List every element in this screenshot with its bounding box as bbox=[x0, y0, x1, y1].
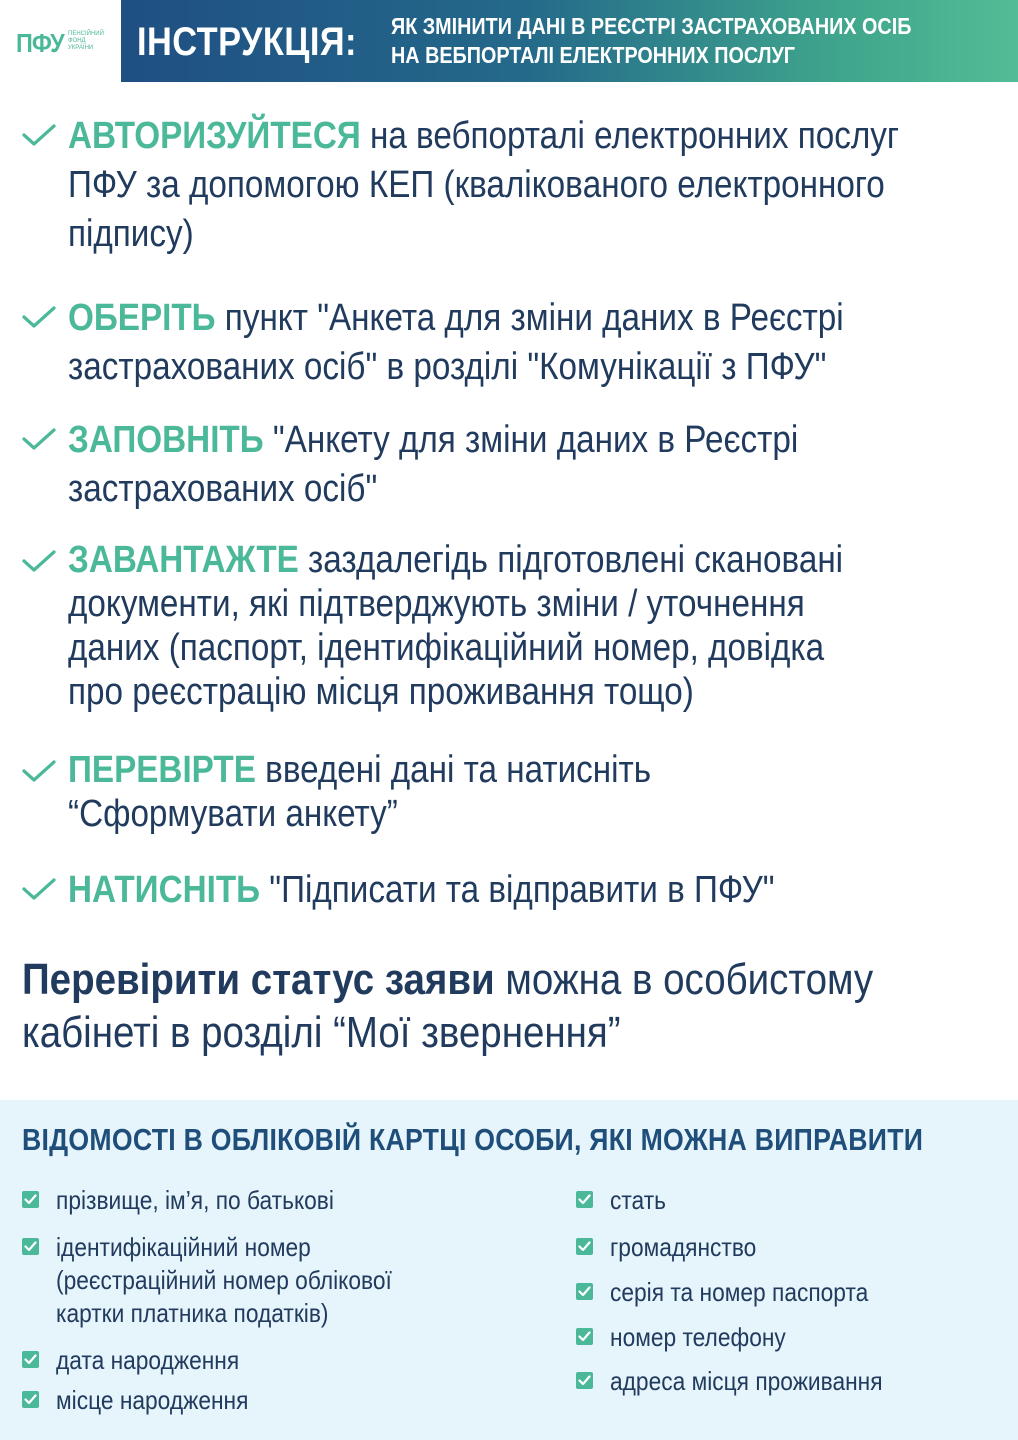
checkmark-icon bbox=[22, 306, 56, 328]
header bbox=[0, 0, 1018, 82]
checkbox-icon bbox=[22, 1191, 39, 1208]
checkbox-icon bbox=[576, 1238, 593, 1255]
checkmark-icon bbox=[22, 550, 56, 572]
status-note-line: кабінеті в розділі “Мої звернення” bbox=[22, 1008, 621, 1057]
panel-title: ВІДОМОСТІ В ОБЛІКОВІЙ КАРТЦІ ОСОБИ, ЯКІ МОЖНА ВИПРАВИТИ bbox=[22, 1122, 924, 1157]
list-item-line: картки платника податків) bbox=[56, 1298, 329, 1328]
list-item-line: номер телефону bbox=[610, 1322, 786, 1352]
logo-caption-line: УКРАЇНИ bbox=[68, 45, 94, 51]
checkmark-icon bbox=[22, 760, 56, 782]
page-subtitle-line: НА ВЕБПОРТАЛІ ЕЛЕКТРОННИХ ПОСЛУГ bbox=[391, 42, 796, 68]
step-keyword: НАТИСНІТЬ bbox=[68, 869, 261, 911]
checkbox-icon bbox=[22, 1351, 39, 1368]
list-item-text bbox=[610, 1231, 756, 1264]
checkmark-icon bbox=[22, 428, 56, 450]
checkbox-icon bbox=[22, 1238, 39, 1255]
checkbox-icon bbox=[576, 1191, 593, 1208]
status-note-strong: Перевірити статус заяви bbox=[22, 955, 495, 1004]
step-line: про реєстрацію місця проживання тощо) bbox=[68, 671, 694, 713]
page-subtitle-line: ЯК ЗМІНИТИ ДАНІ В РЕЄСТРІ ЗАСТРАХОВАНИХ ОСІБ bbox=[391, 13, 912, 39]
checkbox-icon bbox=[22, 1391, 39, 1408]
step-keyword: ЗАВАНТАЖТЕ bbox=[68, 539, 299, 581]
logo-caption-line: ПЕНСІЙНИЙ bbox=[68, 31, 104, 37]
step-line: заздалегідь підготовлені скановані bbox=[298, 539, 844, 581]
step-text bbox=[68, 866, 943, 915]
step-keyword: ПЕРЕВІРТЕ bbox=[68, 749, 256, 791]
logo-caption-line: ФОНД bbox=[68, 38, 86, 44]
checkmark-icon bbox=[22, 124, 56, 146]
list-item-line: дата народження bbox=[56, 1345, 240, 1375]
step-text bbox=[68, 112, 943, 259]
step-line: "Підписати та відправити в ПФУ" bbox=[260, 869, 775, 911]
step-line: введені дані та натисніть bbox=[255, 749, 652, 791]
list-item-line: громадянство bbox=[610, 1232, 757, 1262]
list-item-text bbox=[610, 1365, 883, 1398]
logo bbox=[0, 0, 121, 82]
list-item-text bbox=[56, 1231, 392, 1330]
step-text bbox=[68, 748, 943, 836]
title-banner bbox=[121, 0, 1018, 82]
step-line: на вебпорталі електронних послуг bbox=[360, 115, 900, 157]
step-line: застрахованих осіб" bbox=[68, 468, 378, 510]
page-subtitle bbox=[391, 12, 911, 70]
step-line: даних (паспорт, ідентифікаційний номер, довідка bbox=[68, 627, 825, 669]
checkmark-icon bbox=[22, 878, 56, 900]
list-item-line: ідентифікаційний номер bbox=[56, 1232, 311, 1262]
step-keyword: ОБЕРІТЬ bbox=[68, 297, 216, 339]
editable-fields-panel bbox=[0, 1100, 1018, 1440]
logo-mark: ПФУ bbox=[16, 28, 64, 58]
step-line: підпису) bbox=[68, 213, 194, 255]
list-item-line: стать bbox=[610, 1185, 666, 1215]
checkbox-icon bbox=[576, 1328, 593, 1345]
logo-caption bbox=[68, 31, 118, 52]
step-line: документи, які підтверджують зміни / уточнення bbox=[68, 583, 805, 625]
list-item-text bbox=[56, 1344, 239, 1377]
step-line: “Сформувати анкету” bbox=[68, 793, 398, 835]
list-item-text bbox=[56, 1184, 334, 1217]
page-title: ІНСТРУКЦІЯ: bbox=[137, 20, 357, 64]
status-note bbox=[22, 953, 985, 1059]
status-note-line: можна в особистому bbox=[494, 955, 874, 1004]
list-item-line: прізвище, ім’я, по батькові bbox=[56, 1185, 334, 1215]
step-keyword: АВТОРИЗУЙТЕСЯ bbox=[68, 115, 361, 157]
step-line: пункт "Анкета для зміни даних в Реєстрі bbox=[215, 297, 844, 339]
list-item-line: (реєстраційний номер облікової bbox=[56, 1265, 392, 1295]
step-text bbox=[68, 538, 943, 714]
step-keyword: ЗАПОВНІТЬ bbox=[68, 419, 264, 461]
checkbox-icon bbox=[576, 1372, 593, 1389]
list-item-text bbox=[610, 1184, 666, 1217]
list-item-text bbox=[56, 1384, 248, 1417]
step-text bbox=[68, 416, 943, 514]
step-text bbox=[68, 294, 943, 392]
step-line: застрахованих осіб" в розділі "Комунікації з ПФУ" bbox=[68, 346, 827, 388]
list-item-text bbox=[610, 1276, 868, 1309]
checkbox-icon bbox=[576, 1283, 593, 1300]
step-line: "Анкету для зміни даних в Реєстрі bbox=[263, 419, 799, 461]
list-item-line: серія та номер паспорта bbox=[610, 1277, 869, 1307]
list-item-text bbox=[610, 1321, 786, 1354]
step-line: ПФУ за допомогою КЕП (кваліковaного електронного bbox=[68, 164, 885, 206]
list-item-line: місце народження bbox=[56, 1385, 249, 1415]
list-item-line: адреса місця проживання bbox=[610, 1366, 883, 1396]
